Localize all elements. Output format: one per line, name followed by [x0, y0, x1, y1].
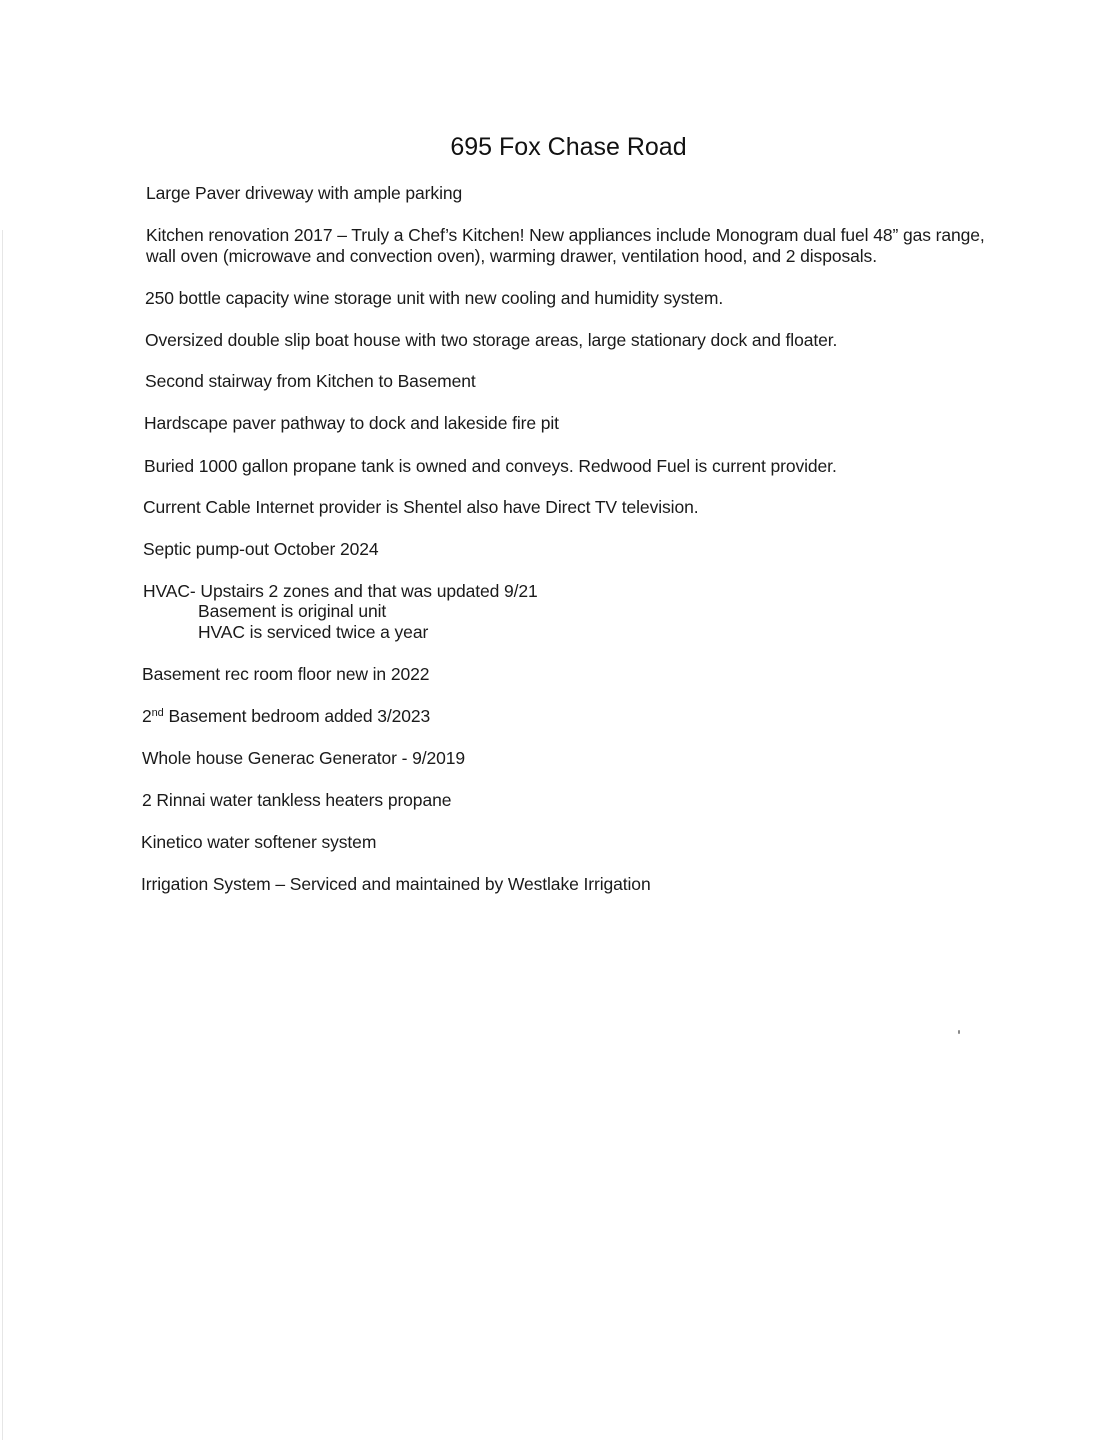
- item-propane-tank: Buried 1000 gallon propane tank is owned and conveys. Redwood Fuel is current provider.: [144, 456, 837, 476]
- item-rec-room-floor: Basement rec room floor new in 2022: [142, 664, 430, 684]
- item-water-softener: Kinetico water softener system: [141, 832, 377, 852]
- scan-speck: [958, 1030, 960, 1034]
- item-generator: Whole house Generac Generator - 9/2019: [142, 748, 466, 768]
- item-second-stairway: Second stairway from Kitchen to Basement: [145, 371, 476, 391]
- ordinal-suffix: nd: [151, 707, 164, 719]
- item-hvac: HVAC- Upstairs 2 zones and that was updated 9/21: [143, 581, 538, 601]
- item-hardscape-pathway: Hardscape paver pathway to dock and lakeside fire pit: [144, 413, 559, 433]
- item-kitchen-line-2: wall oven (microwave and convection oven), warming drawer, ventilation hood, and 2 disposals.: [146, 246, 877, 266]
- item-driveway: Large Paver driveway with ample parking: [146, 183, 463, 203]
- item-hvac-serviced: HVAC is serviced twice a year: [198, 622, 429, 642]
- item-kitchen-line-1: Kitchen renovation 2017 – Truly a Chef’s Kitchen! New appliances include Monogram dual fuel 48” gas range,: [146, 225, 985, 245]
- item-wine-storage: 250 bottle capacity wine storage unit with new cooling and humidity system.: [145, 288, 724, 308]
- item-irrigation: Irrigation System – Serviced and maintained by Westlake Irrigation: [141, 874, 651, 894]
- bedroom-text: Basement bedroom added 3/2023: [163, 706, 431, 726]
- item-septic: Septic pump-out October 2024: [143, 539, 379, 559]
- item-cable-internet: Current Cable Internet provider is Shentel also have Direct TV television.: [143, 497, 699, 517]
- item-boat-house: Oversized double slip boat house with two storage areas, large stationary dock and floater.: [145, 330, 838, 350]
- item-basement-bedroom: [142, 706, 430, 727]
- scan-edge-line: [2, 230, 3, 1440]
- item-hvac-basement: Basement is original unit: [198, 601, 387, 621]
- document-title: 695 Fox Chase Road: [450, 133, 687, 161]
- ordinal-number: 2: [142, 706, 152, 726]
- item-water-heaters: 2 Rinnai water tankless heaters propane: [142, 790, 452, 810]
